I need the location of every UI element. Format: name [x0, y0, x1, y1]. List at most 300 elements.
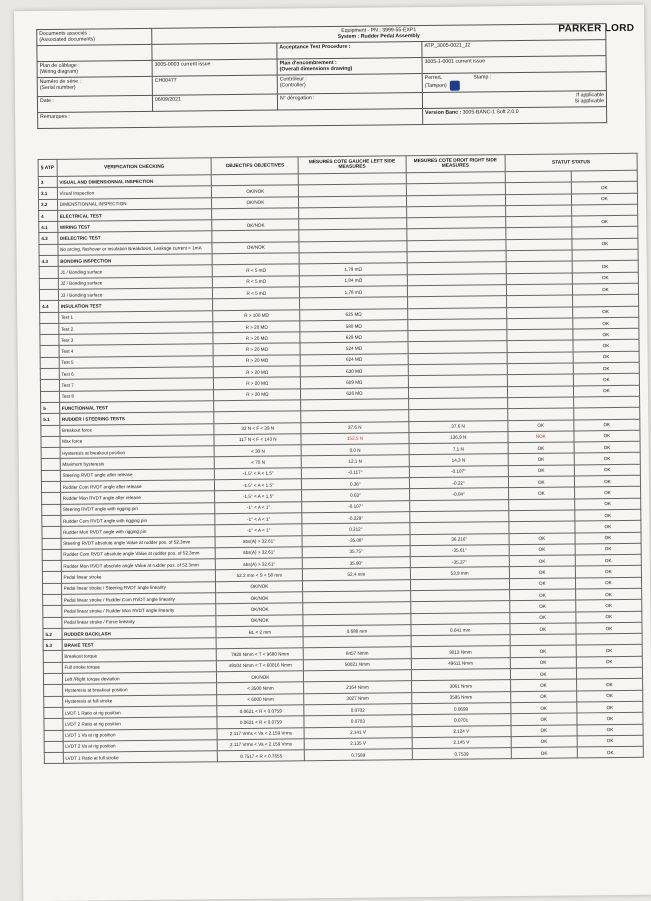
cell-right-measure: 36.216° — [410, 533, 509, 545]
cell-objective: 117 N < F < 143 N — [214, 434, 301, 446]
cell-objective: OK/NOK — [216, 614, 303, 626]
cell-status-left — [507, 374, 573, 386]
cell-atp — [43, 606, 62, 617]
cell-objective: R > 20 MΩ — [213, 332, 300, 344]
cell-left-measure: 629 MΩ — [300, 331, 408, 343]
cell-atp — [43, 673, 62, 684]
cell-verification: J2 / Bonding surface — [58, 276, 213, 289]
cell-atp — [43, 617, 62, 628]
serial-value: CH00477 — [152, 75, 277, 95]
applicable-note: If applicable Si applicable — [422, 91, 606, 109]
cell-status-right: OK — [575, 532, 641, 544]
cell-left-measure: 8457 Nmm — [303, 647, 411, 659]
cell-status-right: OK — [575, 554, 641, 566]
col-left: MESURES COTE GAUCHE LEFT SIDE MEASURES — [298, 156, 406, 174]
cell-objective — [214, 400, 301, 412]
cell-verification: INSULATION TEST — [58, 299, 213, 312]
cell-status-left: OK — [509, 555, 575, 567]
cell-atp: 5.3 — [43, 640, 62, 651]
cell-atp — [41, 447, 60, 458]
cell-status-left: NOK — [508, 431, 574, 443]
cell-verification: Breakout torque — [62, 649, 217, 662]
cell-verification: VISUAL AND DIMENSIONNAL INSPECTION — [57, 175, 212, 188]
cell-left-measure: 0,0 N — [301, 444, 409, 456]
cell-verification: Pedal linear stroke / Force linearity — [61, 615, 216, 628]
cell-objective: 32 N < F < 39 N — [214, 422, 301, 434]
cell-status-left — [507, 397, 573, 409]
cell-status-right: OK — [576, 600, 642, 612]
cell-atp — [44, 696, 63, 707]
cell-objective: 0.7517 < R < 0.7655 — [218, 750, 305, 762]
cell-left-measure: 2164 Nmm — [304, 681, 412, 693]
cell-status-left: OK — [508, 487, 574, 499]
cell-objective: OK/NOK — [212, 196, 299, 208]
cell-status-right: OK — [573, 385, 639, 397]
cell-verification: Rudder Mon RVDT angle after release — [60, 491, 215, 504]
cell-objective: OK/NOK — [216, 592, 303, 604]
cell-atp — [43, 583, 62, 594]
atp-label: Acceptance Test Procedure : — [277, 42, 422, 60]
cell-verification: Hysteresis at full stroke — [62, 694, 217, 707]
cell-verification: LVDT 1 Ratio at full stroke — [63, 751, 218, 764]
cell-right-measure: 3595 Nmm — [411, 691, 510, 703]
cell-verification: ELECTRICAL TEST — [57, 209, 212, 222]
cell-objective — [212, 208, 299, 220]
cell-left-measure: 630 MΩ — [300, 365, 408, 377]
cell-status-left: OK — [510, 645, 576, 657]
overall-value: 3005-1-0001 current issue — [422, 56, 606, 74]
cell-status-left — [507, 386, 573, 398]
cell-atp — [42, 538, 61, 549]
cell-left-measure: 12,1 N — [301, 455, 409, 467]
cell-status-left — [507, 340, 573, 352]
cell-objective: R < 5 mΩ — [213, 264, 300, 276]
cell-objective: -1.5° < A < 1.5° — [215, 479, 302, 491]
cell-objective: abs(A) > 32.61° — [216, 535, 303, 547]
cell-atp — [44, 752, 63, 763]
cell-right-measure: 0.7539 — [412, 748, 511, 760]
cell-verification: Test 6 — [59, 367, 214, 380]
cell-atp — [44, 685, 63, 696]
controller-value: PerrerL — [424, 74, 442, 82]
cell-status-right — [576, 667, 642, 679]
cell-status-left — [507, 329, 573, 341]
cell-atp — [39, 267, 58, 278]
cell-objective: 49104 Nmm < T < 60016 Nmm — [217, 660, 304, 672]
cell-atp — [39, 278, 58, 289]
cell-objective — [212, 230, 299, 242]
cell-atp — [43, 651, 62, 662]
cell-objective — [213, 253, 300, 265]
cell-objective: 0.0621 < R < 0.0759 — [217, 716, 304, 728]
cell-right-measure: -0.04° — [409, 488, 508, 500]
cell-atp: 5.1 — [41, 414, 60, 425]
col-objectives: OBJECTIFS OBJECTIVES — [212, 157, 299, 175]
cell-status-right: OK — [577, 724, 643, 736]
cell-right-measure: -0.107° — [409, 465, 508, 477]
cell-verification: Rudder Com RVDT angle with rigging pin — [60, 514, 215, 527]
cell-status-right: OK — [576, 622, 642, 634]
cell-status-right: OK — [575, 588, 641, 600]
cell-atp — [40, 391, 59, 402]
cell-status-right: OK — [572, 283, 638, 295]
cell-status-right: OK — [571, 182, 637, 194]
cell-atp — [42, 572, 61, 583]
cell-left-measure: 3027 Nmm — [304, 692, 412, 704]
cell-atp — [39, 289, 58, 300]
cell-status-right: OK — [575, 509, 641, 521]
cell-status-right: OK — [574, 464, 640, 476]
cell-status-left: OK — [509, 566, 575, 578]
cell-status-right: OK — [574, 441, 640, 453]
cell-atp: 4.1 — [39, 222, 58, 233]
cell-objective: < 3500 Nmm — [217, 682, 304, 694]
cell-objective: R > 20 MΩ — [213, 343, 300, 355]
cell-objective: 0.0621 < R < 0.0759 — [217, 705, 304, 717]
cell-status-right: OK — [575, 566, 641, 578]
version-value: 3005-BANC-1 Soft 2.0.0 — [462, 109, 519, 116]
cell-atp: 3.1 — [38, 188, 57, 199]
stamp-label: Stamp : (Tampon) — [424, 74, 492, 90]
cell-atp: 4.4 — [40, 301, 59, 312]
cell-right-measure: 9013 Nmm — [411, 646, 510, 658]
cell-verification: Test 7 — [59, 378, 214, 391]
cell-atp — [40, 335, 59, 346]
cell-objective: -1.5° < A < 1.5° — [215, 490, 302, 502]
cell-atp — [41, 425, 60, 436]
cell-status-right: OK — [573, 340, 639, 352]
cell-status-left — [506, 250, 572, 262]
cell-status-left — [507, 408, 573, 420]
cell-right-measure: 2.124 V — [412, 725, 511, 737]
cell-verification: BONDING INSPECTION — [58, 254, 213, 267]
cell-atp: 5 — [41, 402, 60, 413]
cell-status-right: OK — [572, 238, 638, 250]
cell-status-right — [572, 295, 638, 307]
cell-status-right: OK — [576, 611, 642, 623]
cell-status-left — [507, 352, 573, 364]
cell-atp: 5.2 — [43, 628, 62, 639]
cell-objective: R > 20 MΩ — [214, 366, 301, 378]
derogation-label: N° dérogation : — [277, 93, 422, 111]
cell-status-left: OK — [509, 544, 575, 556]
cell-objective: R < 5 mΩ — [213, 287, 300, 299]
cell-status-left — [505, 205, 571, 217]
cell-atp — [42, 504, 61, 515]
cell-verification: J3 / Bonding surface — [58, 288, 213, 301]
cell-status-left — [505, 171, 571, 183]
cell-verification: Rudder Mon RVDT angle with rigging pin — [60, 525, 215, 538]
cell-right-measure: 14,3 N — [409, 454, 508, 466]
cell-left-measure: 1,79 mΩ — [299, 263, 407, 275]
documents-label: Documents associés : (Associated documents) — [37, 28, 152, 45]
overall-label: Plan d'encombrement : (Overall dimensions drawing) — [277, 58, 422, 76]
cell-verification: DIELECTRIC TEST — [57, 231, 212, 244]
cell-objective: R > 20 MΩ — [214, 388, 301, 400]
cell-verification: Maximum hysteresis — [60, 457, 215, 470]
cell-verification: Test 8 — [59, 389, 214, 402]
cell-verification: Test 4 — [59, 344, 214, 357]
remarks-label: Remarques : — [38, 109, 423, 129]
controller-label: Contrôleur : (Controller) — [277, 74, 422, 95]
cell-objective: OK/NOK — [216, 603, 303, 615]
cell-verification: LVDT 2 Ratio at rig position — [63, 717, 218, 730]
cell-atp: 3.2 — [38, 199, 57, 210]
cell-objective: R > 20 MΩ — [213, 321, 300, 333]
test-report-sheet — [14, 5, 651, 901]
cell-status-right: OK — [575, 520, 641, 532]
cell-status-left: OK — [509, 600, 575, 612]
cell-verification: LVDT 1 Ratio at rig position — [62, 706, 217, 719]
cell-objective: 2.117 Vrms < Va < 2.159 Vrms — [218, 739, 305, 751]
col-atp: § ATP — [38, 159, 57, 176]
serial-label: Numéro de série : (Serial number) — [37, 76, 152, 96]
cell-verification: LVDT 2 Va at rig position — [63, 740, 218, 753]
cell-left-measure: -0.117° — [302, 466, 410, 478]
cell-verification: Pedal linear stroke / Steering RVDT angle linearity — [61, 581, 216, 594]
cell-status-left: OK — [508, 442, 574, 454]
cell-atp — [41, 470, 60, 481]
cell-verification: Steering RVDT angle after release — [60, 468, 215, 481]
cell-status-left — [507, 318, 573, 330]
cell-left-measure: 0.688 mm — [303, 625, 411, 637]
cell-status-right: OK — [576, 656, 642, 668]
cell-atp — [40, 323, 59, 334]
col-verification: VERIFICATION CHECKING — [57, 158, 212, 177]
cell-right-measure: 7,1 N — [409, 443, 508, 455]
cell-verification: WIRING TEST — [57, 220, 212, 233]
cell-status-right: OK — [577, 746, 643, 758]
cell-status-left: OK — [511, 736, 577, 748]
cell-verification: Test 3 — [58, 333, 213, 346]
cell-verification: Pedal linear stroke / Rudder Com RVDT angle linearity — [61, 593, 216, 606]
cell-status-right: OK — [571, 193, 637, 205]
cell-atp — [40, 380, 59, 391]
cell-objective: abs(A) > 32.61° — [216, 547, 303, 559]
cell-left-measure: 0.0702 — [304, 704, 412, 716]
cell-atp — [41, 481, 60, 492]
cell-verification: Hysteresis at breakout position — [62, 683, 217, 696]
cell-left-measure: 0.36° — [302, 478, 410, 490]
cell-objective: 52.3 mm < S < 58 mm — [216, 569, 303, 581]
cell-status-left: OK — [511, 724, 577, 736]
col-right: MESURES COTE DROIT RIGHT SIDE MEASURES — [406, 155, 505, 173]
cell-left-measure: 50021 Nmm — [304, 658, 412, 670]
cell-right-measure: 53,9 mm — [410, 567, 509, 579]
cell-verification: J1 / Bonding surface — [58, 265, 213, 278]
cell-left-measure: 1,84 mΩ — [300, 274, 408, 286]
cell-status-right: OK — [577, 713, 643, 725]
cell-atp — [39, 244, 58, 255]
cell-status-left — [505, 194, 571, 206]
cell-status-left: OK — [508, 453, 574, 465]
version-label: Version Banc : — [425, 109, 462, 116]
cell-atp — [43, 594, 62, 605]
cell-status-left — [506, 261, 572, 273]
cell-objective — [217, 637, 304, 649]
cell-verification: FUNCTIONNAL TEST — [59, 401, 214, 414]
cell-status-right: OK — [577, 701, 643, 713]
cell-verification: Visual Inspection — [57, 186, 212, 199]
cell-left-measure: 52,4 mm — [303, 568, 411, 580]
cell-status-right: OK — [573, 328, 639, 340]
cell-status-right — [574, 408, 640, 420]
cell-verification: Rudder Com RVDT angle after release — [60, 480, 215, 493]
cell-status-right: OK — [573, 362, 639, 374]
cell-verification: Test 1 — [58, 310, 213, 323]
cell-atp — [43, 662, 62, 673]
cell-status-left — [506, 239, 572, 251]
cell-left-measure: 0.63° — [302, 489, 410, 501]
cell-left-measure: -0.107° — [302, 500, 410, 512]
date-label: Date : — [37, 95, 152, 112]
cell-verification: Rudder Mon RVDT absolute angle Value at rudder pos. of 52.3mm — [61, 559, 216, 572]
stamp-icon — [450, 81, 460, 91]
cell-left-measure: 37,6 N — [301, 421, 409, 433]
cell-right-measure: 49611 Nmm — [411, 657, 510, 669]
cell-atp: 4.3 — [39, 255, 58, 266]
cell-verification: Full stroke torque — [62, 660, 217, 673]
cell-objective: < 6000 Nmm — [217, 693, 304, 705]
cell-atp — [44, 741, 63, 752]
cell-status-right: OK — [574, 498, 640, 510]
cell-atp — [44, 707, 63, 718]
equipment-label: Equipment - PN : 3999-55-EXP1 — [341, 27, 417, 34]
cell-atp: 3 — [38, 176, 57, 187]
cell-objective: R > 20 MΩ — [214, 355, 301, 367]
cell-left-measure: 0.212° — [302, 523, 410, 535]
cell-status-left — [510, 634, 576, 646]
cell-status-right: OK — [575, 577, 641, 589]
cell-verification: Breakout force — [59, 423, 214, 436]
cell-atp — [42, 549, 61, 560]
cell-status-right: OK — [577, 735, 643, 747]
cell-status-right — [573, 396, 639, 408]
cell-status-left: OK — [508, 476, 574, 488]
cell-verification: Pedal linear stroke — [61, 570, 216, 583]
cell-left-measure: 35.75° — [302, 545, 410, 557]
cell-left-measure: -35.08° — [302, 534, 410, 546]
cell-status-right — [576, 633, 642, 645]
cell-verification: LVDT 1 Va at rig position — [63, 728, 218, 741]
company-name: PARKER LORD — [558, 22, 635, 35]
header-table — [36, 23, 607, 129]
cell-left-measure: 1,78 mΩ — [300, 286, 408, 298]
cell-verification: Max force — [60, 435, 215, 448]
cell-atp — [42, 493, 61, 504]
wiring-value: 3005-0003 current issue — [152, 59, 277, 76]
cell-status-right — [571, 204, 637, 216]
cell-left-measure: 609 MΩ — [301, 376, 409, 388]
cell-status-left — [509, 510, 575, 522]
cell-objective: OK/NOK — [212, 185, 299, 197]
cell-status-right: OK — [575, 543, 641, 555]
cell-atp — [42, 515, 61, 526]
cell-status-left — [506, 295, 572, 307]
cell-atp — [40, 312, 59, 323]
cell-verification: Steering RVDT angle with rigging pin — [60, 502, 215, 515]
cell-verification: Test 2 — [58, 322, 213, 335]
cell-verification: No arcing, flashover or insulation Breakdown, Leakage current < 1mA — [58, 243, 213, 256]
cell-atp — [42, 560, 61, 571]
cell-objective: OK/NOK — [212, 242, 299, 254]
cell-status-right: OK — [574, 419, 640, 431]
cell-objective: < 30 N — [215, 445, 302, 457]
cell-verification: Pedal linear stroke / Rudder Mon RVDT angle linearity — [61, 604, 216, 617]
cell-verification: RUDDER / STEERING TESTS — [59, 412, 214, 425]
col-status: STATUT STATUS — [505, 153, 637, 171]
wiring-label: Plan de câblage : (Wiring diagram) — [37, 60, 152, 77]
cell-left-measure: 626 MΩ — [301, 387, 409, 399]
cell-atp — [41, 436, 60, 447]
cell-status-right: OK — [574, 430, 640, 442]
cell-status-left — [506, 307, 572, 319]
cell-objective: BL < 2 mm — [216, 626, 303, 638]
cell-atp — [40, 346, 59, 357]
cell-objective: -1° < A < 1° — [215, 524, 302, 536]
cell-status-right: OK — [574, 475, 640, 487]
cell-right-measure: -35.27° — [410, 556, 509, 568]
cell-left-measure: -0.229° — [302, 512, 410, 524]
cell-right-measure: -0.22° — [409, 477, 508, 489]
cell-status-right: OK — [577, 690, 643, 702]
cell-atp — [44, 719, 63, 730]
cell-objective — [212, 174, 299, 186]
cell-status-left — [509, 521, 575, 533]
cell-objective: < 70 N — [215, 456, 302, 468]
cell-left-measure: 2.135 V — [304, 738, 412, 750]
cell-status-right — [571, 170, 637, 182]
cell-right-measure: 0.0701 — [412, 714, 511, 726]
cell-objective: -1° < A < 1° — [215, 501, 302, 513]
cell-status-right: OK — [572, 215, 638, 227]
cell-objective: OK/NOK — [212, 219, 299, 231]
cell-right-measure: 3061 Nmm — [411, 680, 510, 692]
cell-atp — [42, 527, 61, 538]
cell-status-left: OK — [510, 679, 576, 691]
cell-objective: 7920 Nmm < T < 9680 Nmm — [217, 648, 304, 660]
cell-left-measure: 580 MΩ — [300, 320, 408, 332]
cell-status-left — [505, 182, 571, 194]
cell-objective: 2.117 Vrms < Va < 2.159 Vrms — [218, 727, 305, 739]
cell-atp — [40, 357, 59, 368]
cell-left-measure: 35.90° — [302, 557, 410, 569]
cell-right-measure: 37,6 N — [408, 420, 507, 432]
cell-status-left: OK — [509, 589, 575, 601]
cell-objective: OK/NOK — [217, 671, 304, 683]
cell-status-right: OK — [576, 679, 642, 691]
cell-right-measure: 136,9 N — [409, 431, 508, 443]
cell-verification: Test 5 — [59, 355, 214, 368]
cell-verification: Left /Right torque deviation — [62, 672, 217, 685]
cell-status-left: OK — [511, 713, 577, 725]
cell-left-measure: 624 MΩ — [300, 353, 408, 365]
cell-objective: abs(A) > 32.61° — [216, 558, 303, 570]
cell-status-right: OK — [572, 306, 638, 318]
cell-status-right: OK — [572, 272, 638, 284]
cell-status-left — [506, 284, 572, 296]
cell-verification: RUDDER BACKLASH — [62, 627, 217, 640]
date-value: 06/09/2021 — [152, 94, 277, 111]
cell-status-right: OK — [573, 374, 639, 386]
cell-objective — [213, 298, 300, 310]
cell-status-left: OK — [510, 668, 576, 680]
cell-left-measure: 524 MΩ — [300, 342, 408, 354]
cell-objective: -1.5° < A < 1.5° — [215, 468, 302, 480]
cell-status-left: OK — [511, 747, 577, 759]
cell-status-left — [505, 216, 571, 228]
cell-atp — [40, 368, 59, 379]
